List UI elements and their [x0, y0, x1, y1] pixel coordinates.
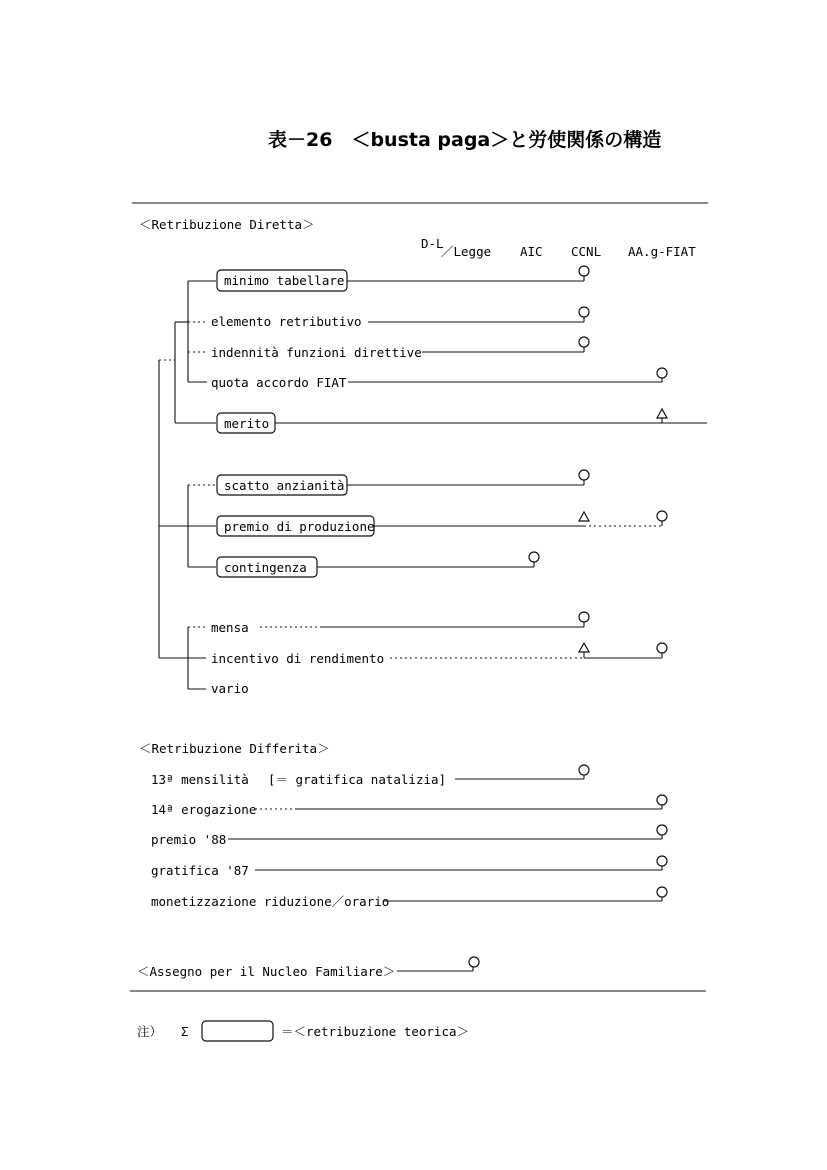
item-premio-88: premio '88: [151, 832, 227, 847]
circle-marker-ccnl: [579, 337, 589, 347]
circle-marker-fiat: [657, 825, 667, 835]
item-indennita-funzioni-direttive: indennità funzioni direttive: [211, 345, 422, 360]
sigma-symbol: Σ: [181, 1024, 189, 1039]
item-14-erogazione: 14ª erogazione: [151, 802, 257, 817]
item-elemento-retributivo: elemento retributivo: [211, 314, 362, 329]
circle-marker-fiat: [657, 795, 667, 805]
circle-marker-fiat: [657, 368, 667, 378]
item-mensa: mensa: [211, 620, 249, 635]
item-vario: vario: [211, 681, 249, 696]
triangle-marker-ccnl: [579, 512, 589, 521]
item-premio-di-produzione: premio di produzione: [224, 519, 375, 534]
item-incentivo-di-rendimento: incentivo di rendimento: [211, 651, 385, 666]
tree-brackets: [159, 281, 216, 689]
column-header-ccnl: CCNL: [571, 244, 602, 259]
circle-marker-ccnl: [579, 307, 589, 317]
figure-title: 表－26 ＜busta paga＞と労使関係の構造: [268, 129, 662, 151]
item-13-mensilita: 13ª mensilità: [151, 772, 249, 787]
item-gratifica-87: gratifica '87: [151, 863, 249, 878]
note-label: 注）: [137, 1024, 163, 1039]
section-assegno-nucleo-familiare: ＜Assegno per il Nucleo Familiare＞: [137, 964, 396, 979]
circle-marker-ccnl: [579, 470, 589, 480]
circle-marker-ccnl: [579, 266, 589, 276]
triangle-marker-fiat: [657, 409, 667, 418]
circle-marker-assegno: [469, 957, 479, 967]
column-header-fiat: AA.g-FIAT: [628, 244, 696, 259]
item-merito: merito: [224, 416, 270, 431]
item-gratifica-natalizia: [＝ gratifica natalizia]: [268, 772, 447, 787]
item-quota-accordo-fiat: quota accordo FIAT: [211, 375, 347, 390]
circle-marker-fiat: [657, 643, 667, 653]
circle-marker-ccnl: [579, 612, 589, 622]
circle-marker-fiat: [657, 856, 667, 866]
triangle-marker-ccnl: [579, 643, 589, 652]
circle-marker-ccnl: [579, 765, 589, 775]
item-minimo-tabellare: minimo tabellare: [224, 273, 345, 288]
section-retribuzione-diretta: ＜Retribuzione Diretta＞: [139, 217, 315, 232]
column-header-aic: AIC: [520, 244, 543, 259]
note-legend-box: [202, 1021, 273, 1041]
circle-marker-fiat: [657, 511, 667, 521]
item-contingenza: contingenza: [224, 560, 307, 575]
item-scatto-anzianita: scatto anzianità: [224, 478, 345, 493]
circle-marker-aic: [529, 552, 539, 562]
item-monetizzazione-riduzione-orario: monetizzazione riduzione／orario: [151, 894, 390, 909]
column-header-dl: D-L: [421, 236, 444, 251]
circle-marker-fiat: [657, 887, 667, 897]
column-header-legge: ／Legge: [441, 244, 492, 259]
section-retribuzione-differita: ＜Retribuzione Differita＞: [139, 741, 330, 756]
note-text: ＝＜retribuzione teorica＞: [281, 1024, 470, 1039]
